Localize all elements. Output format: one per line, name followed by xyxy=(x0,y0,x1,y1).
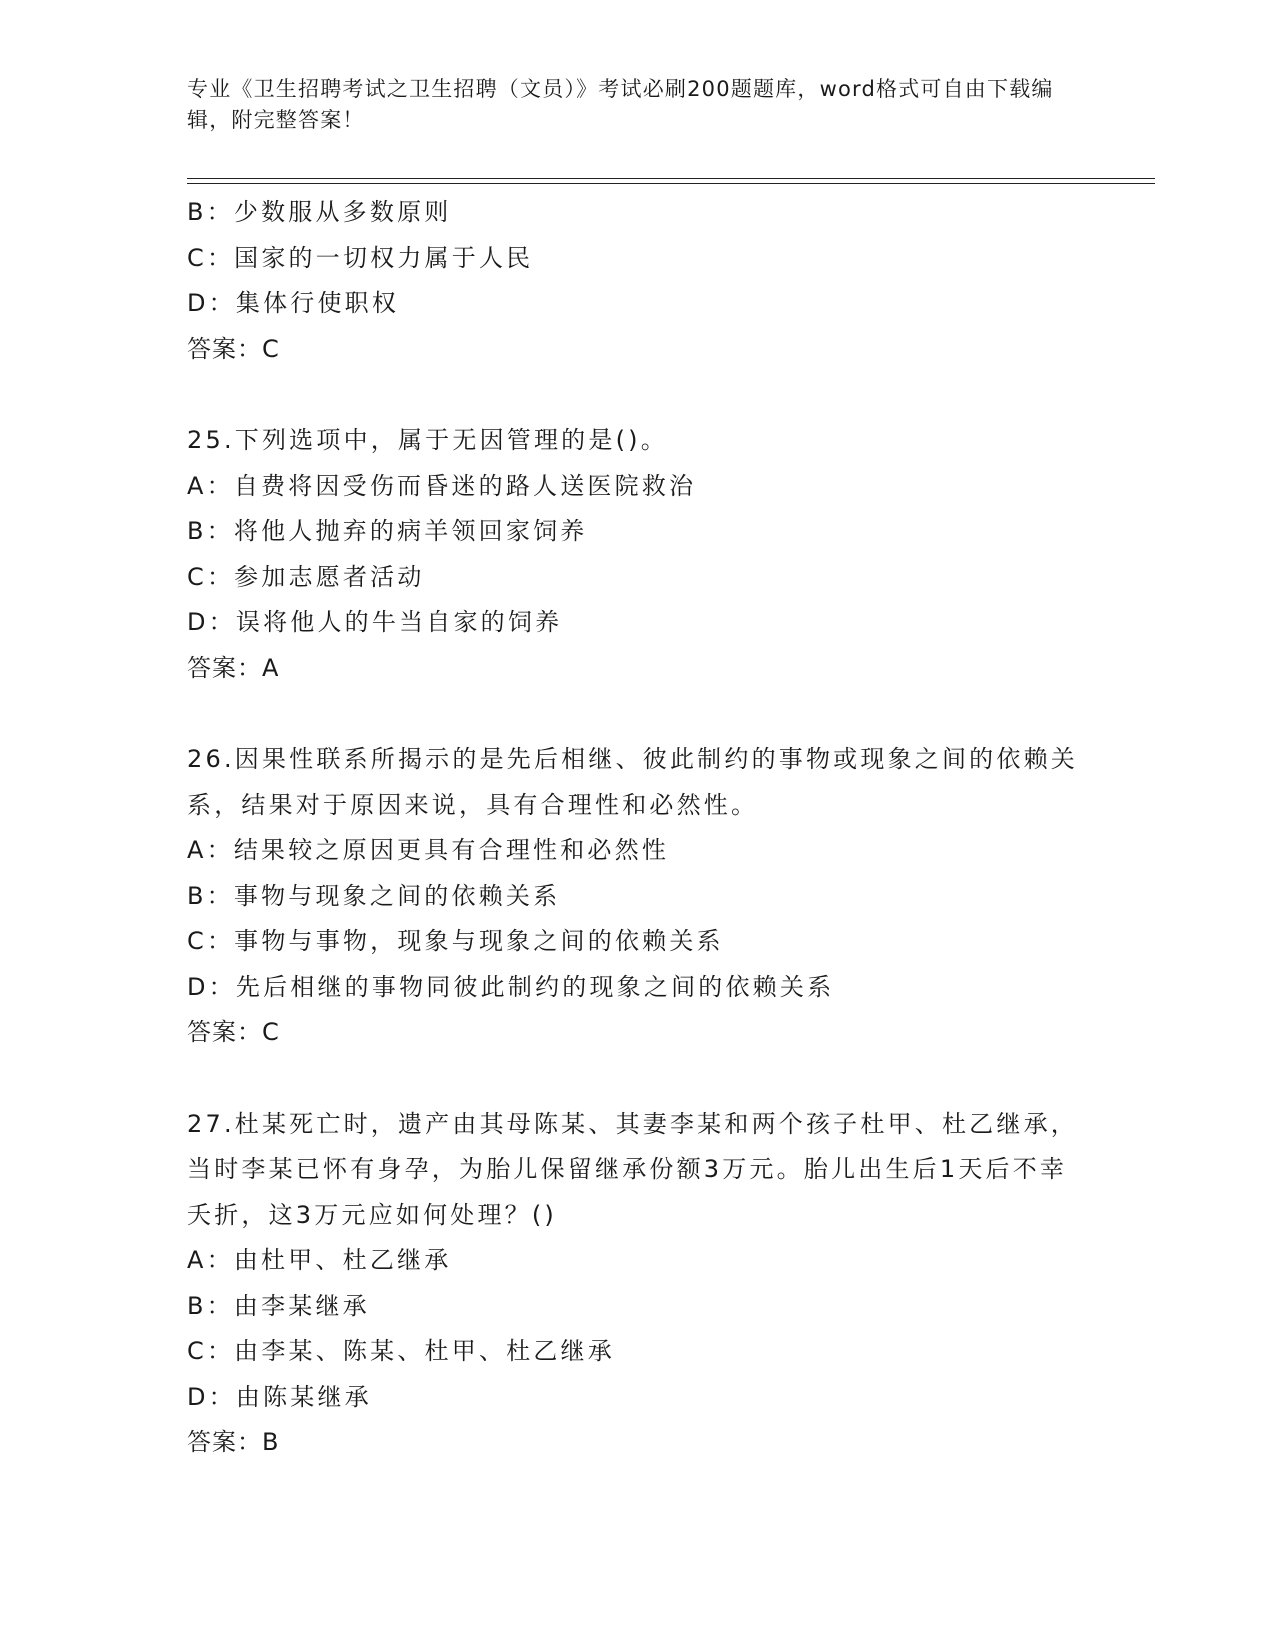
question-25 xyxy=(187,418,1087,691)
header-rule-top xyxy=(187,178,1155,179)
header-rule-bottom xyxy=(187,183,1155,184)
option-b: B：事物与现象之间的依赖关系 xyxy=(187,881,561,910)
option-a: A：自费将因受伤而昏迷的路人送医院救治 xyxy=(187,471,697,500)
question-24-partial xyxy=(187,190,1087,372)
option-d: D：误将他人的牛当自家的饲养 xyxy=(187,608,563,636)
option-c: C：国家的一切权力属于人民 xyxy=(187,243,534,272)
option-b: B：少数服从多数原则 xyxy=(187,198,452,226)
answer: 答案：C xyxy=(187,1018,280,1046)
document-body xyxy=(187,190,1087,1466)
document-header: 专业《卫生招聘考试之卫生招聘（文员）》考试必刷200题题库，word格式可自由下载编辑，附完整答案！ xyxy=(187,77,1054,132)
option-c: C：事物与事物，现象与现象之间的依赖关系 xyxy=(187,927,724,955)
option-c: C：由李某、陈某、杜甲、杜乙继承 xyxy=(187,1337,615,1365)
option-b: B：将他人抛弃的病羊领回家饲养 xyxy=(187,517,588,545)
option-d: D：先后相继的事物同彼此制约的现象之间的依赖关系 xyxy=(187,972,835,1001)
question-26 xyxy=(187,737,1087,1056)
question-text: 25.下列选项中，属于无因管理的是()。 xyxy=(187,426,668,454)
option-a: A：由杜甲、杜乙继承 xyxy=(187,1246,452,1274)
answer: 答案：A xyxy=(187,653,280,682)
question-27 xyxy=(187,1102,1087,1466)
question-text: 27.杜某死亡时，遗产由其母陈某、其妻李某和两个孩子杜甲、杜乙继承，当时李某已怀有身孕，为胎儿保留继承份额3万元。胎儿出生后1天后不幸夭折，这3万元应如何处理？() xyxy=(187,1109,1078,1229)
option-c: C：参加志愿者活动 xyxy=(187,562,425,591)
answer: 答案：B xyxy=(187,1428,280,1456)
answer: 答案：C xyxy=(187,334,280,363)
option-a: A：结果较之原因更具有合理性和必然性 xyxy=(187,836,670,864)
option-b: B：由李某继承 xyxy=(187,1291,370,1320)
question-text: 26.因果性联系所揭示的是先后相继、彼此制约的事物或现象之间的依赖关系，结果对于原因来说，具有合理性和必然性。 xyxy=(187,745,1078,819)
option-d: D：集体行使职权 xyxy=(187,289,400,317)
option-d: D：由陈某继承 xyxy=(187,1382,372,1411)
